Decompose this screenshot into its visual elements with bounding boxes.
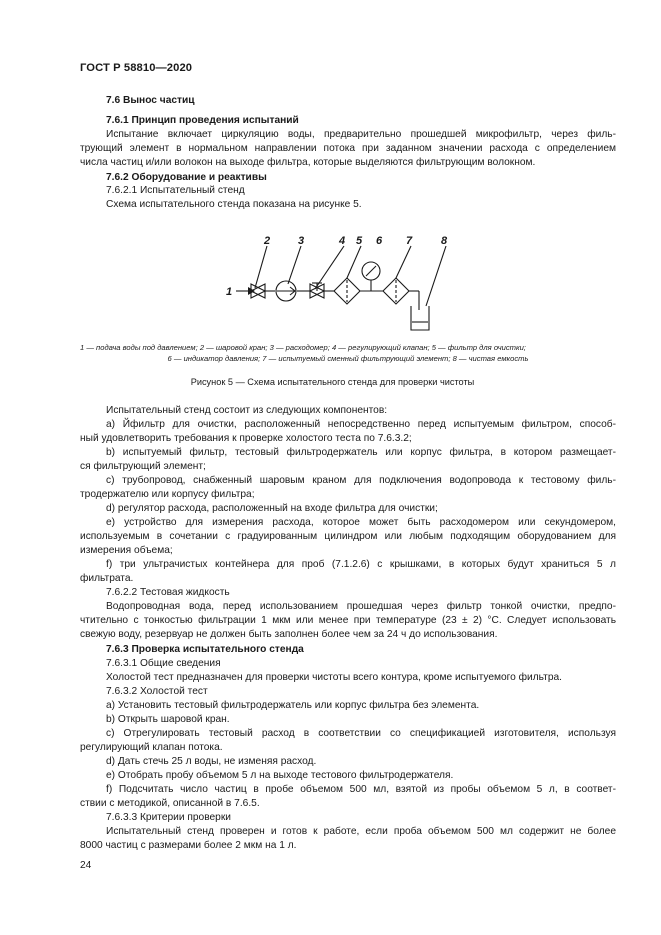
subsection-title-7-6-3-3: 7.6.3.3 Критерии проверки (106, 812, 231, 823)
paragraph-line: Испытание включает циркуляцию воды, предварительно прошедшей микрофильтр, через филь- (106, 129, 616, 140)
paragraph-line: числа частиц и/или волокон на выходе фильтра, которые выделяются фильтрующим волокном. (80, 157, 536, 168)
list-item: ный удовлетворить требования к проверке холостого теста по 7.6.3.2; (80, 433, 412, 444)
test-bench-diagram (215, 232, 455, 332)
list-item: e) устройство для измерения расхода, которое может быть расходомером или секундомером, (106, 517, 616, 528)
list-item: а) Йфильтр для очистки, расположенный непосредственно перед испытуемым фильтром, способ- (106, 419, 616, 430)
list-item: c) Отрегулировать тестовый расход в соответствии со спецификацией изготовителя, используя (106, 728, 616, 739)
list-item: d) регулятор расхода, расположенный на входе фильтра для очистки; (106, 503, 438, 514)
document-header: ГОСТ Р 58810—2020 (80, 62, 193, 74)
leader-line (396, 246, 411, 278)
subsection-title-7-6-3: 7.6.3 Проверка испытательного стенда (106, 644, 304, 655)
paragraph-line: Холостой тест предназначен для проверки чистоты всего контура, кроме испытуемого фильтра. (106, 672, 563, 683)
diagram-label-4: 4 (339, 235, 346, 247)
list-item: f) три ультрачистых контейнера для проб (7.1.2.6) с крышками, в которых будут храниться 5 л (106, 559, 616, 570)
list-item: c) трубопровод, снабженный шаровым краном для подключения водопровода к тестовому филь- (106, 475, 616, 486)
paragraph-line: Водопроводная вода, перед использованием прошедшая через фильтр тонкой очистки, предпо- (106, 601, 616, 612)
list-item: b) Открыть шаровой кран. (106, 714, 230, 725)
diagram-label-3: 3 (298, 235, 305, 247)
diagram-label-5: 5 (356, 235, 363, 247)
subsection-title-7-6-3-2: 7.6.3.2 Холостой тест (106, 686, 208, 697)
paragraph-line: трующий элемент в нормальном направлении потока при заданном значении расхода с определением (80, 143, 616, 154)
paragraph-line: Испытательный стенд состоит из следующих компонентов: (106, 405, 388, 416)
leader-line (347, 246, 361, 278)
paragraph-line: свежую воду, резервуар не должен быть заполнен более чем за 24 ч до использования. (80, 629, 498, 640)
diagram-label-8: 8 (441, 235, 448, 247)
leader-line (426, 246, 446, 306)
list-item: тродержателю или корпусу фильтра; (80, 489, 255, 500)
list-item: f) Подсчитать число частиц в пробе объемом 500 мл, взятой из пробы объемом 5 л, в соответ- (106, 784, 616, 795)
paragraph-line: чтительно с тонкостью фильтрации 1 мкм или менее при температуре (23 ± 2) °С. Следует использовать (80, 615, 616, 626)
list-item: фильтрата. (80, 573, 134, 584)
paragraph-line: Испытательный стенд проверен и готов к работе, если проба объемом 500 мл содержит не более (106, 826, 616, 837)
figure-legend-line: 6 — индикатор давления; 7 — испытуемый сменный фильтрующий элемент; 8 — чистая емкость (167, 354, 529, 363)
list-item: e) Отобрать пробу объемом 5 л на выходе тестового фильтродержателя. (106, 770, 454, 781)
list-item: ствии с методикой, описанной в 7.6.5. (80, 798, 260, 809)
paragraph-line: Схема испытательного стенда показана на рисунке 5. (106, 199, 362, 210)
section-title: 7.6 Вынос частиц (106, 95, 195, 106)
subsection-title-7-6-2-1: 7.6.2.1 Испытательный стенд (106, 185, 245, 196)
subsection-title-7-6-3-1: 7.6.3.1 Общие сведения (106, 658, 221, 669)
figure-legend-line: 1 — подача воды под давлением; 2 — шаровой кран; 3 — расходомер; 4 — регулирующий клапан; 5 — фильтр для очистки; (80, 343, 526, 352)
list-item: а) Установить тестовый фильтродержатель или корпус фильтра без элемента. (106, 700, 480, 711)
page-number: 24 (80, 860, 92, 871)
leader-line (288, 246, 301, 284)
leader-line (255, 246, 267, 288)
list-item: b) испытуемый фильтр, тестовый фильтродержатель или корпус фильтра, в котором размещает- (106, 447, 616, 458)
subsection-title-7-6-2: 7.6.2 Оборудование и реактивы (106, 172, 267, 183)
list-item: d) Дать стечь 25 л воды, не изменяя расход. (106, 756, 317, 767)
subsection-title-7-6-2-2: 7.6.2.2 Тестовая жидкость (106, 587, 230, 598)
list-item: ся фильтрующий элемент; (80, 461, 206, 472)
diagram-label-2: 2 (264, 235, 271, 247)
clean-container-icon (411, 306, 429, 330)
subsection-title-7-6-1: 7.6.1 Принцип проведения испытаний (106, 115, 299, 126)
pressure-gauge-icon (366, 266, 376, 276)
paragraph-line: 8000 частиц с размерами более 2 мкм на 1 л. (80, 840, 297, 851)
list-item: измерения объема; (80, 545, 173, 556)
diagram-label-6: 6 (376, 235, 383, 247)
diagram-label-1: 1 (226, 286, 233, 298)
list-item: используемым в сочетании с градуированным цилиндром или любым подходящим оборудованием для (80, 531, 616, 542)
figure-caption: Рисунок 5 — Схема испытательного стенда для проверки чистоты (190, 377, 475, 387)
list-item: регулирующий клапан потока. (80, 742, 223, 753)
diagram-label-7: 7 (406, 235, 413, 247)
